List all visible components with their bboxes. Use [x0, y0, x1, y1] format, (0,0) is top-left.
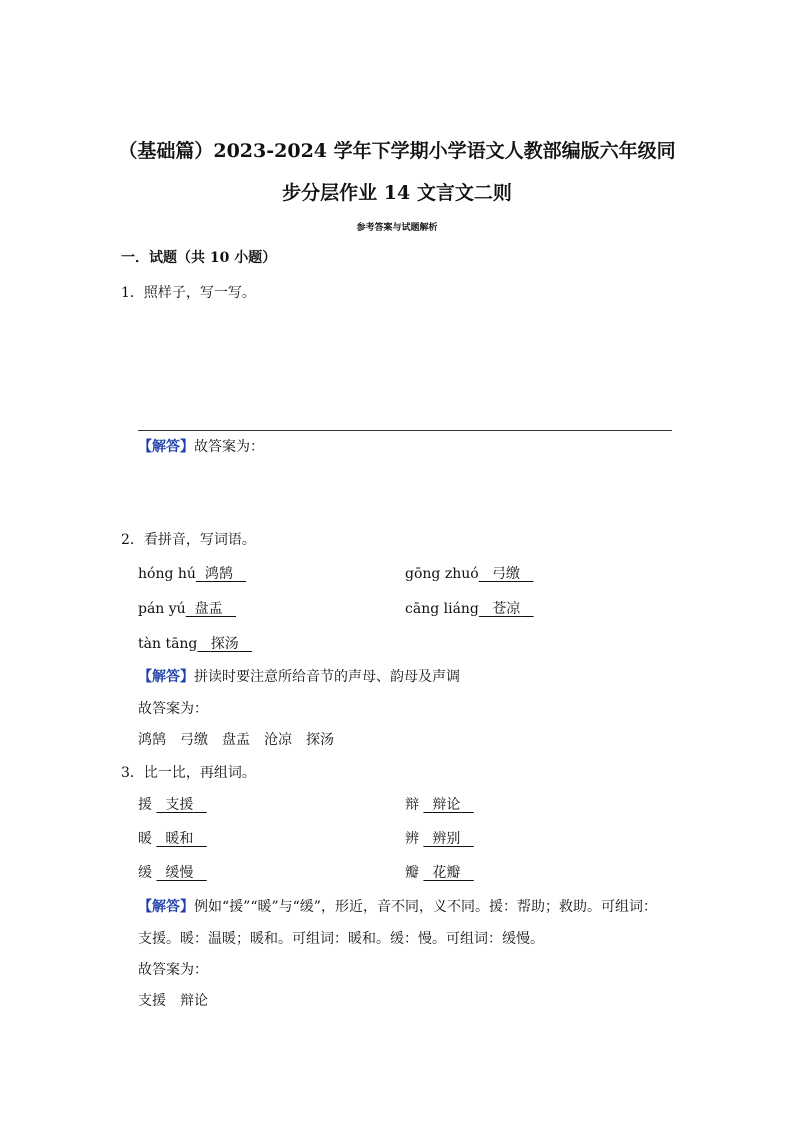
q3-explain-text-1: 例如“援”“暖”与“缓”，形近，音不同，义不同。援：帮助；救助。可组词：: [194, 899, 657, 915]
q2-explain-text: 拼读时要注意所给音节的声母、韵母及声调: [194, 669, 460, 685]
answer-blank: [479, 566, 534, 582]
answer-tag: 【解答】: [138, 669, 194, 685]
answer-blank: [479, 601, 534, 617]
q3-answer-label: 故答案为：: [138, 962, 208, 978]
q2-prompt: 看拼音，写词语。: [143, 532, 256, 548]
q3-answer-line: 支援 辩论: [138, 993, 208, 1009]
answer-blank: [423, 797, 473, 813]
q3-explanation-line2: 支援。暖：温暖；暖和。可组词：暖和。缓：慢。可组词：缓慢。: [138, 931, 544, 947]
q3-prompt: 比一比，再组词。: [143, 765, 256, 781]
answer-word: 暖和: [165, 831, 194, 847]
q1-answer: [138, 436, 264, 456]
answer-word: 鸿鹄: [204, 566, 233, 582]
char: 瓣: [405, 865, 419, 881]
answer-blank: [156, 831, 206, 847]
section-heading: 一．试题（共 10 小题）: [121, 250, 277, 266]
q3-item: [138, 862, 207, 882]
q1-answer-text: 故答案为：: [194, 439, 264, 455]
q2-item: [405, 598, 534, 618]
q3-item: [138, 794, 207, 814]
q3-item: [405, 828, 474, 848]
answer-blank: [423, 831, 473, 847]
q3-explanation-line1: [138, 896, 657, 916]
answer-word: 缓慢: [165, 865, 194, 881]
answer-word: 辩论: [432, 797, 461, 813]
q3-item: [138, 828, 207, 848]
answer-blank: [196, 566, 246, 582]
answer-word: 辨别: [432, 831, 461, 847]
answer-word: 探汤: [210, 636, 239, 652]
pinyin: hóng hú: [138, 566, 196, 582]
answer-word: 盘盂: [194, 601, 223, 617]
q2-explanation: [138, 666, 460, 686]
q2-answer-line: 鸿鹄 弓缴 盘盂 沧凉 探汤: [138, 732, 334, 748]
answer-tag: 【解答】: [138, 439, 194, 455]
q3-line: [121, 762, 256, 782]
pinyin: cāng liáng: [405, 601, 479, 617]
q2-answer-label: 故答案为：: [138, 701, 208, 717]
q2-number: 2．: [121, 532, 144, 548]
document-subtitle: 参考答案与试题解析: [356, 223, 438, 233]
answer-tag: 【解答】: [138, 899, 194, 915]
char: 辨: [405, 831, 419, 847]
answer-word: 花瓣: [432, 865, 461, 881]
q2-item: [138, 633, 252, 653]
answer-blank: [186, 601, 236, 617]
q1-prompt: 照样子，写一写。: [143, 285, 256, 301]
document-title-line1: （基础篇）2023-2024 学年下学期小学语文人教部编版六年级同: [118, 140, 676, 162]
answer-blank: [197, 636, 252, 652]
q2-item: [138, 598, 236, 618]
document-title-line2: 步分层作业 14 文言文二则: [282, 182, 512, 204]
pinyin: tàn tāng: [138, 636, 198, 652]
q1-line: [121, 282, 256, 302]
answer-word: 苍凉: [492, 601, 521, 617]
answer-word: 弓缴: [492, 566, 521, 582]
pinyin: gōng zhuó: [405, 566, 479, 582]
q2-item: [138, 563, 246, 583]
q2-line: [121, 529, 256, 549]
q3-item: [405, 794, 474, 814]
char: 缓: [138, 865, 152, 881]
answer-blank: [423, 865, 473, 881]
char: 辩: [405, 797, 419, 813]
answer-word: 支援: [165, 797, 194, 813]
answer-blank: [156, 797, 206, 813]
q2-item: [405, 563, 533, 583]
q1-number: 1．: [121, 285, 144, 301]
answer-blank: [156, 865, 206, 881]
divider-line: [138, 430, 672, 431]
q3-number: 3．: [121, 765, 144, 781]
char: 援: [138, 797, 152, 813]
q3-item: [405, 862, 474, 882]
pinyin: pán yú: [138, 601, 186, 617]
char: 暖: [138, 831, 152, 847]
